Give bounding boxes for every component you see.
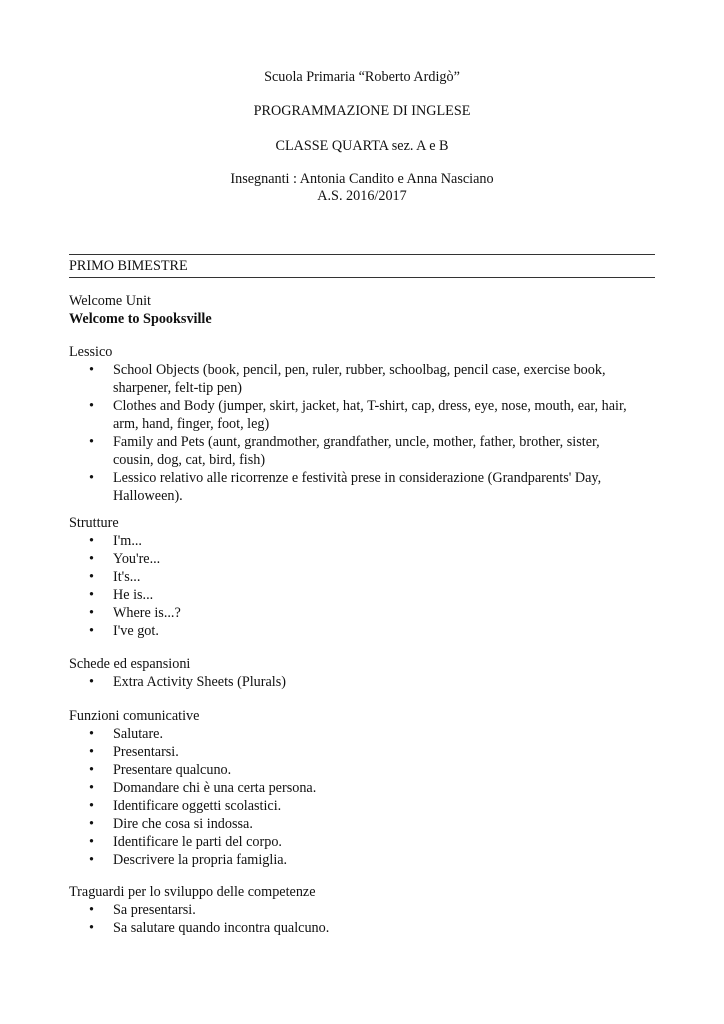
section-heading — [69, 254, 655, 278]
list-item: • Domandare chi è una certa persona. — [69, 779, 643, 797]
list-item: • Dire che cosa si indossa. — [69, 815, 643, 833]
traguardi-label: Traguardi per lo sviluppo delle competenze — [69, 884, 316, 900]
list-item: • Family and Pets (aunt, grandmother, grandfather, uncle, mother, father, brother, sister, cousin, dog, cat, bird, fish) — [69, 433, 643, 469]
traguardi-list — [69, 901, 669, 937]
schede-block — [69, 655, 669, 691]
traguardi-block — [69, 883, 669, 937]
list-item: • Sa presentarsi. — [69, 901, 643, 919]
funzioni-list — [69, 725, 669, 869]
lessico-label: Lessico — [69, 344, 113, 360]
section-title: PRIMO BIMESTRE — [69, 258, 188, 274]
list-item: • It's... — [69, 568, 643, 586]
funzioni-block — [69, 707, 669, 869]
strutture-block — [69, 514, 669, 640]
list-item: • Identificare oggetti scolastici. — [69, 797, 643, 815]
lessico-block — [69, 343, 669, 505]
document-subject: PROGRAMMAZIONE DI INGLESE — [253, 103, 471, 119]
list-item: • I'm... — [69, 532, 643, 550]
school-year: A.S. 2016/2017 — [317, 188, 407, 204]
list-item: • Descrivere la propria famiglia. — [69, 851, 643, 869]
list-item: • Lessico relativo alle ricorrenze e festività prese in considerazione (Grandparents' Day, Halloween). — [69, 469, 643, 505]
strutture-label: Strutture — [69, 515, 119, 531]
school-name: Scuola Primaria “Roberto Ardigò” — [264, 69, 460, 85]
strutture-list — [69, 532, 669, 640]
list-item: • Presentarsi. — [69, 743, 643, 761]
lessico-list — [69, 361, 669, 505]
list-item: • He is... — [69, 586, 643, 604]
list-item: • Sa salutare quando incontra qualcuno. — [69, 919, 643, 937]
unit-block — [69, 292, 669, 328]
unit-title: Welcome to Spooksville — [69, 311, 212, 327]
class-info: CLASSE QUARTA sez. A e B — [275, 138, 449, 154]
schede-list — [69, 673, 669, 691]
unit-label: Welcome Unit — [69, 293, 151, 309]
list-item: • I've got. — [69, 622, 643, 640]
schede-label: Schede ed espansioni — [69, 656, 191, 672]
list-item: • You're... — [69, 550, 643, 568]
list-item: • Identificare le parti del corpo. — [69, 833, 643, 851]
list-item: • Presentare qualcuno. — [69, 761, 643, 779]
list-item: • Salutare. — [69, 725, 643, 743]
list-item: • Extra Activity Sheets (Plurals) — [69, 673, 643, 691]
list-item: • Clothes and Body (jumper, skirt, jacket, hat, T-shirt, cap, dress, eye, nose, mouth, ear, hair, arm, hand, finger, foot, leg) — [69, 397, 643, 433]
list-item: • Where is...? — [69, 604, 643, 622]
list-item: • School Objects (book, pencil, pen, ruler, rubber, schoolbag, pencil case, exercise book, sharpener, felt-tip pen) — [69, 361, 643, 397]
teachers-line: Insegnanti : Antonia Candito e Anna Nasciano — [230, 171, 494, 187]
funzioni-label: Funzioni comunicative — [69, 708, 200, 724]
